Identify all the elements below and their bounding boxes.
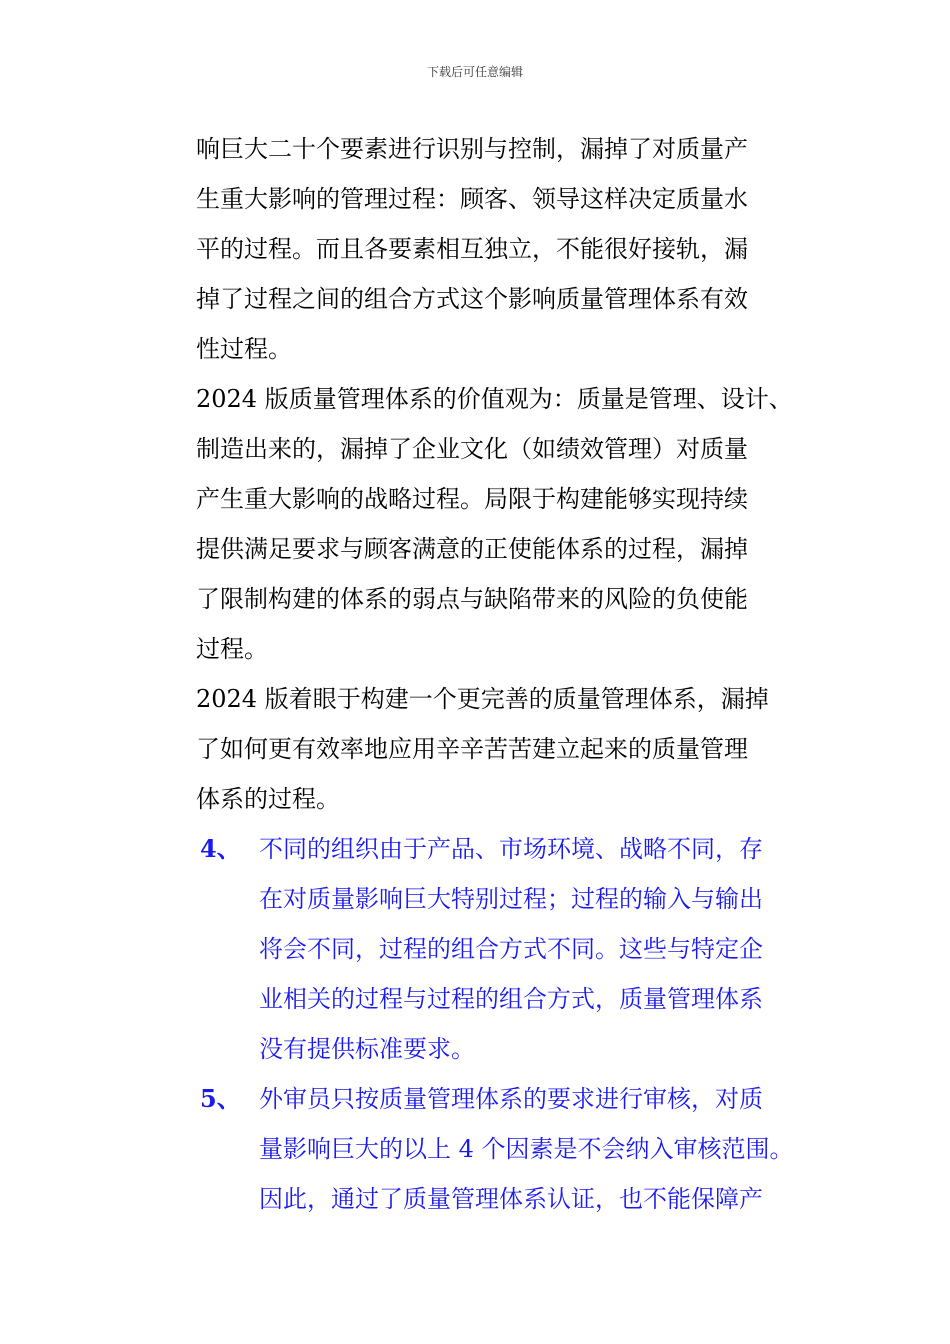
text-line: 了如何更有效率地应用辛辛苦苦建立起来的质量管理 xyxy=(196,735,748,763)
paragraph-3 xyxy=(196,674,836,824)
text-line: 体系的过程。 xyxy=(196,785,340,813)
page-header: 下载后可任意编辑 xyxy=(426,65,523,79)
text-line: 因此，通过了质量管理体系认证，也不能保障产 xyxy=(259,1185,763,1213)
text-line: 量影响巨大的以上 4 个因素是不会纳入审核范围。 xyxy=(259,1135,794,1163)
paragraph-1 xyxy=(196,124,836,374)
text-line: 生重大影响的管理过程：顾客、领导这样决定质量水 xyxy=(196,185,748,213)
list-number: 5、 xyxy=(200,1084,241,1113)
text-line: 过程。 xyxy=(196,635,268,663)
text-line: 2024 版着眼于构建一个更完善的质量管理体系，漏掉 xyxy=(196,685,769,713)
text-line: 不同的组织由于产品、市场环境、战略不同，存 xyxy=(259,835,763,863)
text-line: 外审员只按质量管理体系的要求进行审核，对质 xyxy=(259,1085,763,1113)
document-body xyxy=(196,124,836,1224)
text-line: 提供满足要求与顾客满意的正使能体系的过程，漏掉 xyxy=(196,535,748,563)
text-line: 平的过程。而且各要素相互独立，不能很好接轨，漏 xyxy=(196,235,748,263)
text-line: 性过程。 xyxy=(196,335,292,363)
text-line: 在对质量影响巨大特别过程；过程的输入与输出 xyxy=(259,885,763,913)
list-item-4 xyxy=(196,824,836,1074)
text-line: 2024 版质量管理体系的价值观为：质量是管理、设计、 xyxy=(196,385,793,413)
text-line: 将会不同，过程的组合方式不同。这些与特定企 xyxy=(259,935,763,963)
text-line: 掉了过程之间的组合方式这个影响质量管理体系有效 xyxy=(196,285,748,313)
text-line: 制造出来的，漏掉了企业文化（如绩效管理）对质量 xyxy=(196,435,748,463)
text-line: 响巨大二十个要素进行识别与控制，漏掉了对质量产 xyxy=(196,135,748,163)
paragraph-2 xyxy=(196,374,836,674)
list-item-5 xyxy=(196,1074,836,1224)
list-number: 4、 xyxy=(200,834,241,863)
text-line: 没有提供标准要求。 xyxy=(259,1035,475,1063)
text-line: 了限制构建的体系的弱点与缺陷带来的风险的负使能 xyxy=(196,585,748,613)
text-line: 业相关的过程与过程的组合方式，质量管理体系 xyxy=(259,985,763,1013)
text-line: 产生重大影响的战略过程。局限于构建能够实现持续 xyxy=(196,485,748,513)
